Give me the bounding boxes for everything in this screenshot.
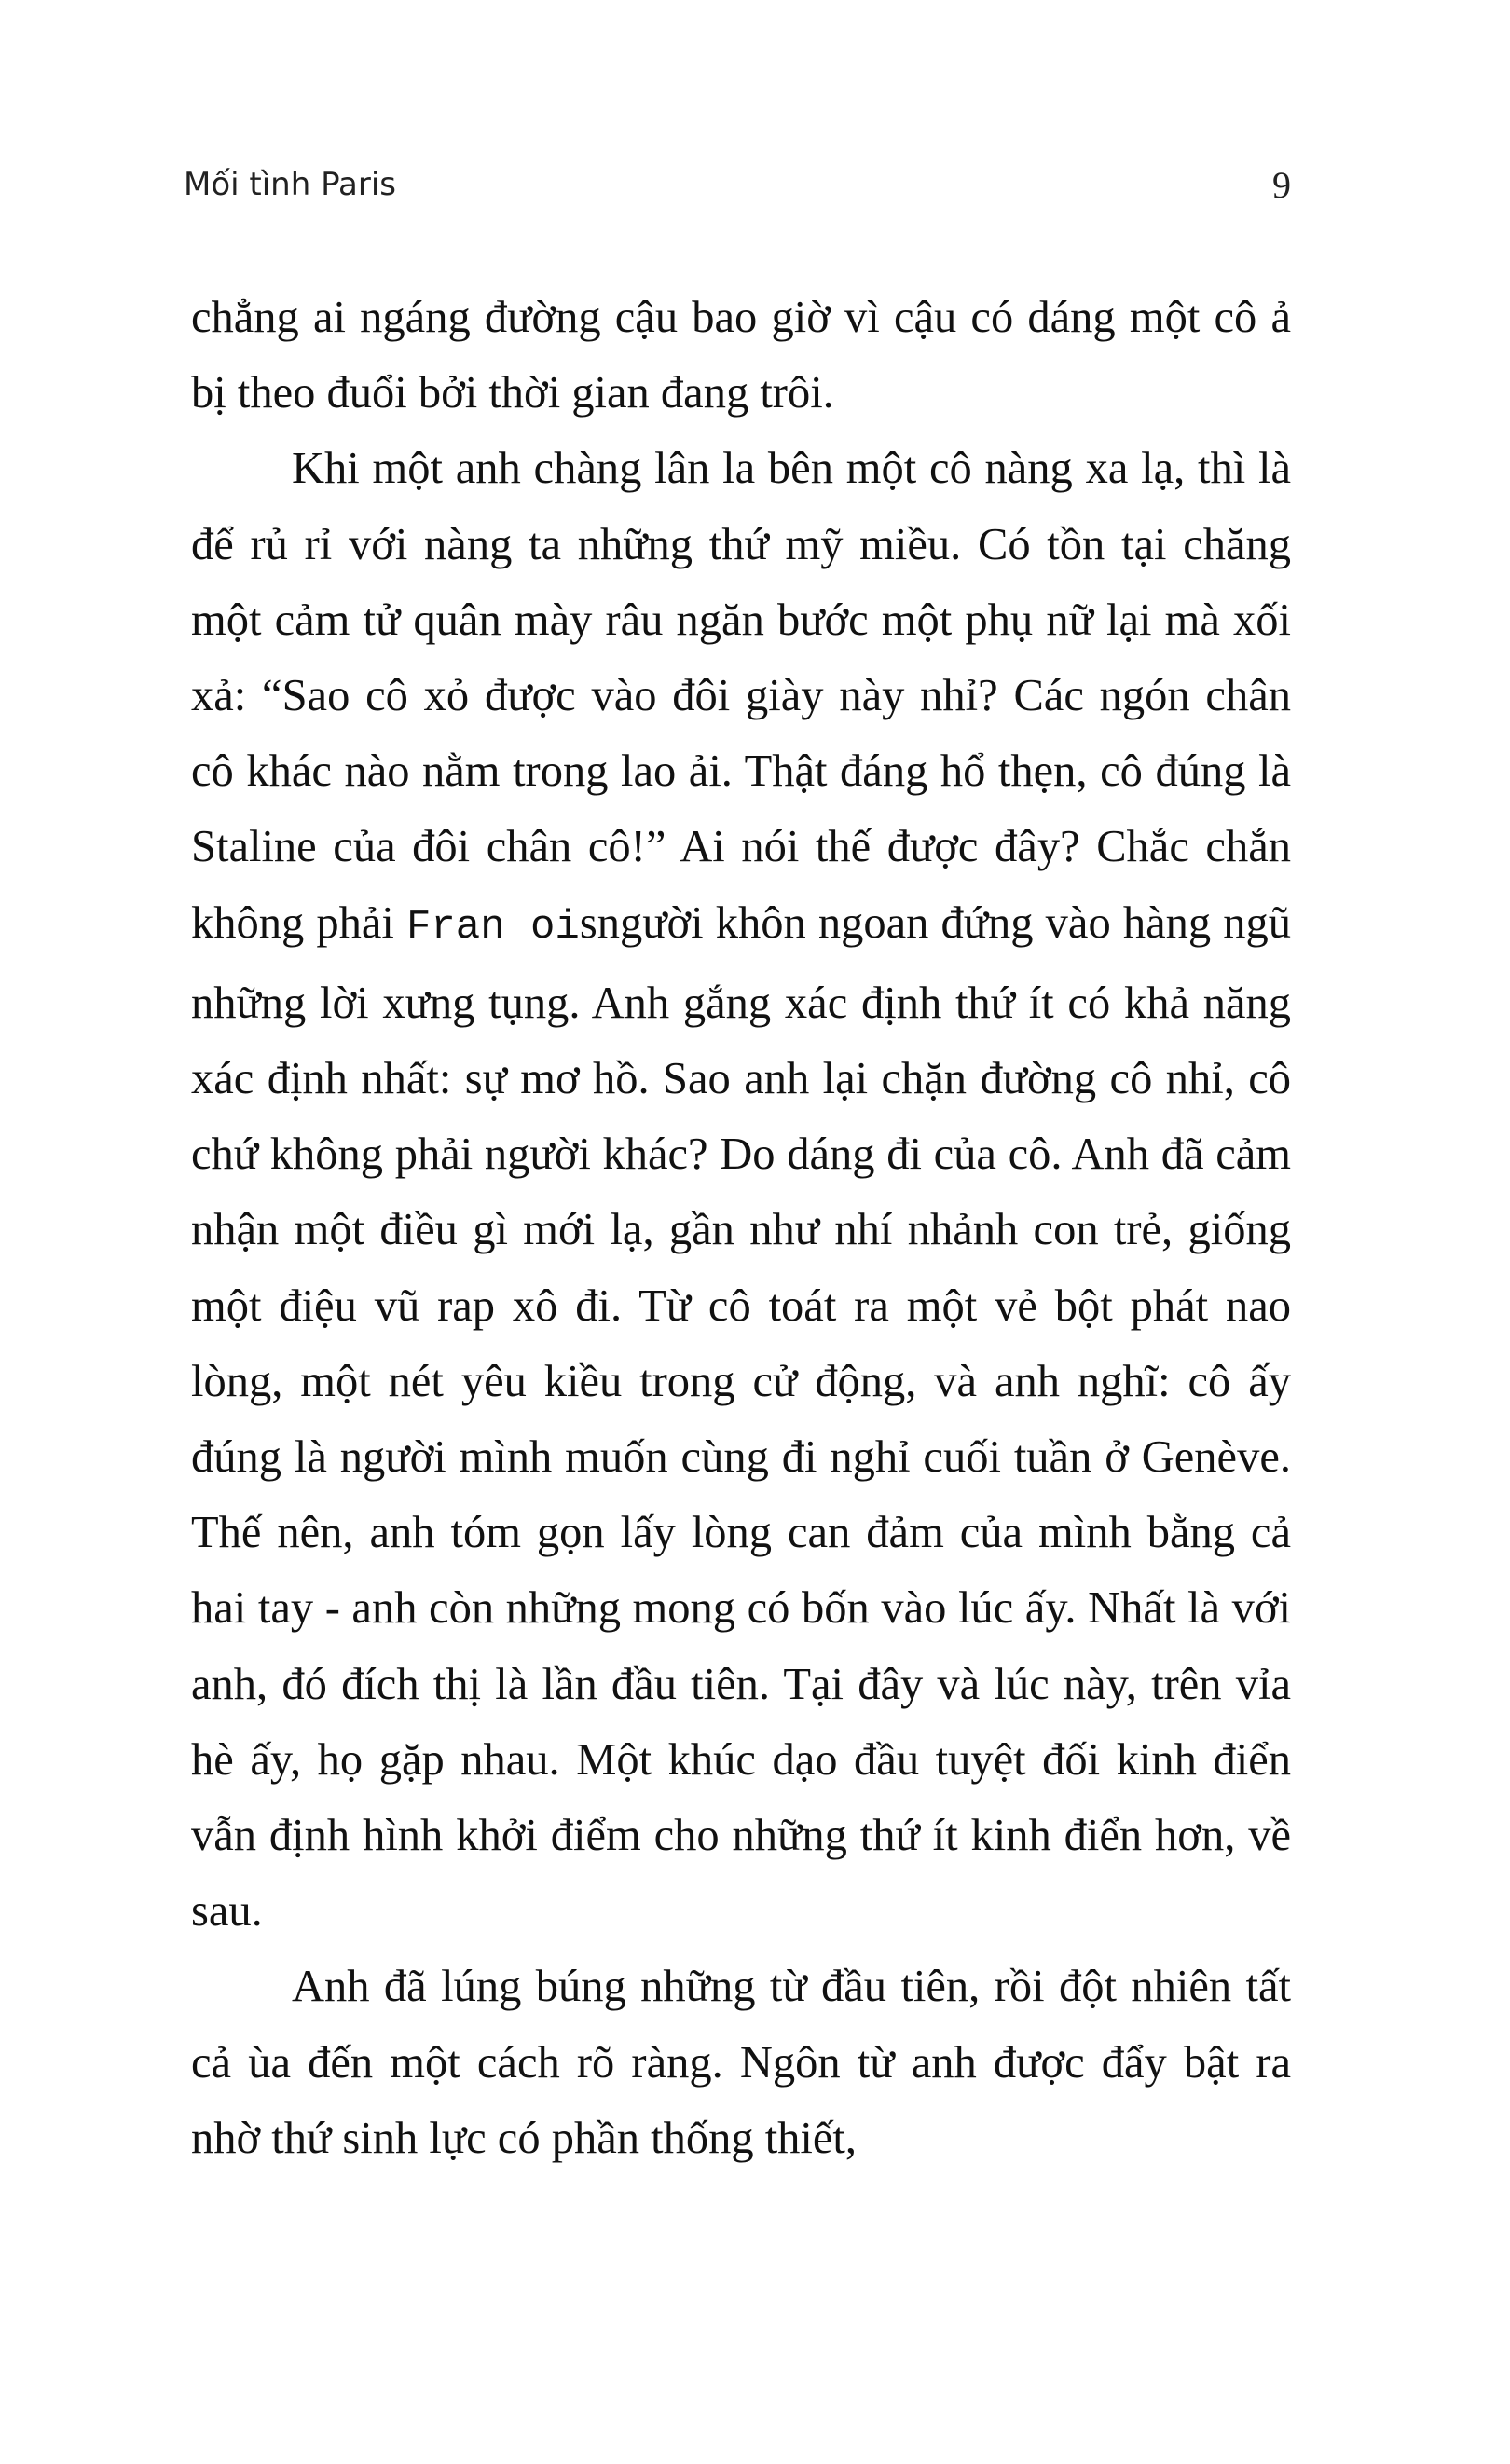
paragraph-3 xyxy=(191,1949,1291,2176)
paragraph-3-text: Anh đã lúng búng những từ đầu tiên, rồi đột nhiên tất cả ùa đến một cách rõ ràng. Ngôn từ anh được đẩy bật ra nhờ thứ sinh lực có phần thống thiết, xyxy=(191,1962,1291,2163)
paragraph-1 xyxy=(191,280,1291,431)
page-number: 9 xyxy=(1272,163,1291,206)
body-text xyxy=(191,280,1291,2176)
running-title: Mối tình Paris xyxy=(184,166,397,203)
paragraph-2-text-before: Khi một anh chàng lân la bên một cô nàng xa lạ, thì là để rủ rỉ với nàng ta những thứ mỹ miều. Có tồn tại chăng một cảm tử quân mày râu ngăn bước một phụ nữ lại mà xối xả: “Sao cô xỏ được vào đôi giày này nhỉ? Các ngón chân cô khác nào nằm trong lao ải. Thật đáng hổ thẹn, cô đúng là Staline của đôi chân cô!” Ai nói thế được đây? Chắc chắn không phải xyxy=(191,444,1291,948)
paragraph-2-mono-text: Fran oi xyxy=(406,903,580,951)
paragraph-1-text: chẳng ai ngáng đường cậu bao giờ vì cậu có dáng một cô ả bị theo đuổi bởi thời gian đang trôi. xyxy=(191,293,1291,418)
paragraph-2 xyxy=(191,431,1291,1949)
paragraph-2-text-after: sngười khôn ngoan đứng vào hàng ngũ những lời xưng tụng. Anh gắng xác định thứ ít có khả năng xác định nhất: sự mơ hồ. Sao anh lại chặn đường cô nhỉ, cô chứ không phải người khác? Do dáng đi của cô. Anh đã cảm nhận một điều gì mới lạ, gần như nhí nhảnh con trẻ, giống một điệu vũ rap xô đi. Từ cô toát ra một vẻ bột phát nao lòng, một nét yêu kiều trong cử động, và anh nghĩ: cô ấy đúng là người mình muốn cùng đi nghỉ cuối tuần ở Genève. Thế nên, anh tóm gọn lấy lòng can đảm của mình bằng cả hai tay - anh còn những mong có bốn vào lúc ấy. Nhất là với anh, đó đích thị là lần đầu tiên. Tại đây và lúc này, trên vỉa hè ấy, họ gặp nhau. Một khúc dạo đầu tuyệt đối kinh điển vẫn định hình khởi điểm cho những thứ ít kinh điển hơn, về sau. xyxy=(191,897,1291,1937)
page-header xyxy=(184,157,1291,212)
